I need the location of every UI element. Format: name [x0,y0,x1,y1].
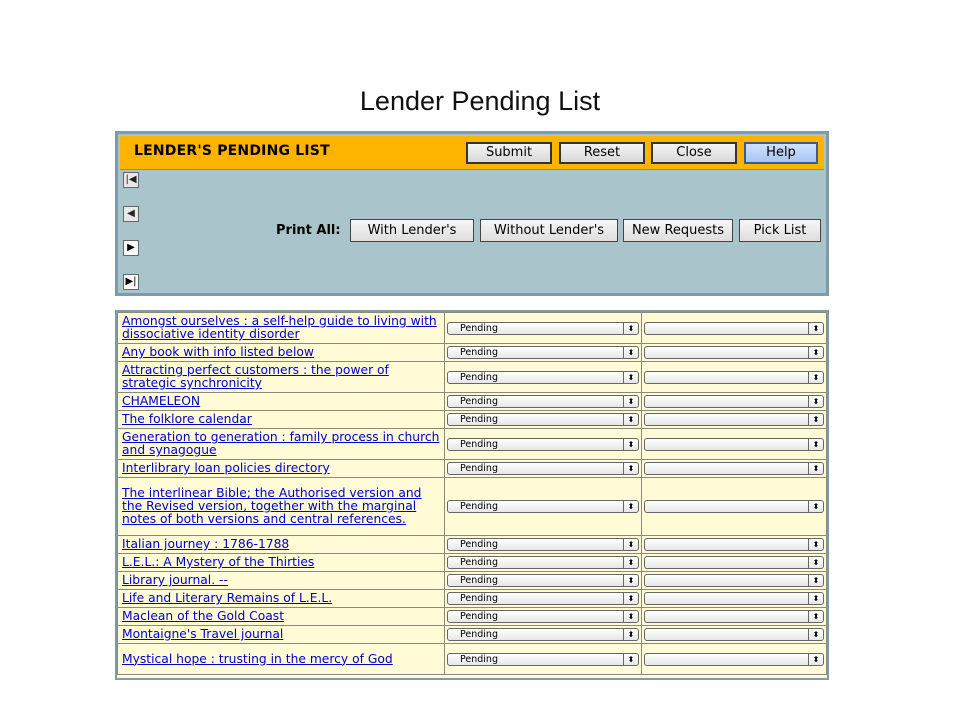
status-cell [445,554,642,572]
title-cell [118,590,445,608]
action-select[interactable] [644,346,824,359]
action-cell [642,411,827,429]
dropdown-arrows-icon: ⬍ [623,414,638,425]
panel-title: LENDER'S PENDING LIST [134,143,330,159]
dropdown-arrows-icon: ⬍ [808,323,823,334]
status-select[interactable] [447,322,639,335]
action-cell [642,644,827,675]
status-select-value: Pending [460,611,498,622]
status-select[interactable] [447,462,639,475]
status-cell [445,460,642,478]
reset-button[interactable]: Reset [559,142,645,164]
table-row [118,460,827,478]
request-title-link[interactable]: The folklore calendar [122,412,252,426]
dropdown-arrows-icon: ⬍ [623,575,638,586]
action-cell [642,362,827,393]
request-title-link[interactable]: Amongst ourselves : a self-help guide to living with dissociative identity disorder [122,314,437,341]
dropdown-arrows-icon: ⬍ [623,396,638,407]
table-row [118,411,827,429]
pending-requests-table [115,310,829,680]
status-select[interactable] [447,371,639,384]
action-cell [642,429,827,460]
dropdown-arrows-icon: ⬍ [808,611,823,622]
table-row [118,362,827,393]
action-select[interactable] [644,592,824,605]
status-cell [445,411,642,429]
status-cell [445,572,642,590]
dropdown-arrows-icon: ⬍ [623,372,638,383]
action-select[interactable] [644,574,824,587]
table-row [118,478,827,536]
status-select[interactable] [447,395,639,408]
dropdown-arrows-icon: ⬍ [808,629,823,640]
request-title-link[interactable]: Interlibrary loan policies directory [122,461,330,475]
table-body [118,313,827,675]
status-select[interactable] [447,346,639,359]
title-cell [118,362,445,393]
dropdown-arrows-icon: ⬍ [623,347,638,358]
dropdown-arrows-icon: ⬍ [623,654,638,665]
status-select[interactable] [447,592,639,605]
next-page-icon[interactable]: ▶ [123,240,139,256]
status-select-value: Pending [460,501,498,512]
status-select[interactable] [447,556,639,569]
status-select-value: Pending [460,347,498,358]
table-row [118,344,827,362]
status-select-value: Pending [460,438,498,450]
panel-header [120,136,824,170]
action-select[interactable] [644,322,824,335]
table-row [118,554,827,572]
status-cell [445,344,642,362]
title-cell [118,572,445,590]
print-all-label: Print All: [276,223,341,238]
dropdown-arrows-icon: ⬍ [623,501,638,512]
dropdown-arrows-icon: ⬍ [623,629,638,640]
dropdown-arrows-icon: ⬍ [808,575,823,586]
request-title-link[interactable]: Attracting perfect customers : the power of strategic synchronicity [122,363,389,390]
title-cell [118,608,445,626]
dropdown-arrows-icon: ⬍ [808,557,823,568]
dropdown-arrows-icon: ⬍ [623,539,638,550]
table-row [118,393,827,411]
title-cell [118,644,445,675]
title-cell [118,460,445,478]
status-select[interactable] [447,610,639,623]
action-cell [642,478,827,536]
status-cell [445,590,642,608]
title-cell [118,411,445,429]
dropdown-arrows-icon: ⬍ [808,539,823,550]
table-row [118,608,827,626]
action-cell [642,393,827,411]
dropdown-arrows-icon: ⬍ [808,463,823,474]
request-title-link[interactable]: Generation to generation : family process in church and synagogue [122,430,440,457]
status-cell [445,608,642,626]
status-select-value: Pending [460,414,498,425]
request-title-link[interactable]: CHAMELEON [122,394,201,408]
status-select-value: Pending [460,539,498,550]
slide-title: Lender Pending List [359,86,601,116]
action-cell [642,608,827,626]
action-cell [642,344,827,362]
status-select[interactable] [447,628,639,641]
table-row [118,644,827,675]
status-select[interactable] [447,653,639,666]
dropdown-arrows-icon: ⬍ [808,593,823,604]
status-select-value: Pending [460,396,498,407]
title-cell [118,478,445,536]
action-select[interactable] [644,653,824,666]
table-row [118,626,827,644]
dropdown-arrows-icon: ⬍ [623,557,638,568]
request-title-link[interactable]: Montaigne's Travel journal [122,627,284,641]
lenders-pending-panel [115,131,829,296]
action-cell [642,572,827,590]
status-cell [445,429,642,460]
dropdown-arrows-icon: ⬍ [808,439,823,450]
help-button[interactable]: Help [744,142,818,164]
status-select-value: Pending [460,629,498,640]
status-select-value: Pending [460,371,498,383]
request-title-link[interactable]: Mystical hope : trusting in the mercy of God [122,651,393,666]
request-title-link[interactable]: Italian journey : 1786-1788 [122,537,290,551]
request-title-link[interactable]: Life and Literary Remains of L.E.L. [122,591,333,605]
title-cell [118,536,445,554]
status-select[interactable] [447,500,639,513]
request-title-link[interactable]: Any book with info listed below [122,345,314,359]
print-new-requests-button[interactable]: New Requests [623,219,733,242]
action-cell [642,590,827,608]
action-cell [642,554,827,572]
dropdown-arrows-icon: ⬍ [808,414,823,425]
status-select-value: Pending [460,653,498,665]
action-select[interactable] [644,610,824,623]
action-select[interactable] [644,556,824,569]
status-cell [445,313,642,344]
table-row [118,572,827,590]
status-cell [445,362,642,393]
action-cell [642,536,827,554]
action-select[interactable] [644,628,824,641]
request-title-link[interactable]: The interlinear Bible; the Authorised version and the Revised version, together with the marginal notes of both versions and central references. [122,486,422,526]
action-select[interactable] [644,371,824,384]
dropdown-arrows-icon: ⬍ [623,439,638,450]
status-cell [445,393,642,411]
dropdown-arrows-icon: ⬍ [808,372,823,383]
status-select-value: Pending [460,322,498,334]
dropdown-arrows-icon: ⬍ [623,611,638,622]
table-row [118,313,827,344]
status-select[interactable] [447,538,639,551]
action-select[interactable] [644,500,824,513]
title-cell [118,626,445,644]
status-select[interactable] [447,413,639,426]
title-cell [118,393,445,411]
status-select[interactable] [447,574,639,587]
action-cell [642,460,827,478]
request-title-link[interactable]: L.E.L.: A Mystery of the Thirties [122,555,315,569]
dropdown-arrows-icon: ⬍ [623,463,638,474]
table-row [118,536,827,554]
status-cell [445,536,642,554]
action-cell [642,313,827,344]
action-select[interactable] [644,538,824,551]
status-select-value: Pending [460,557,498,568]
status-cell [445,644,642,675]
status-cell [445,478,642,536]
title-cell [118,554,445,572]
previous-page-icon[interactable]: ◀ [123,206,139,222]
table-row [118,429,827,460]
dropdown-arrows-icon: ⬍ [808,396,823,407]
close-button[interactable]: Close [651,142,737,164]
dropdown-arrows-icon: ⬍ [623,593,638,604]
dropdown-arrows-icon: ⬍ [808,501,823,512]
print-without-lenders-button[interactable]: Without Lender's [480,219,618,242]
dropdown-arrows-icon: ⬍ [623,323,638,334]
status-select-value: Pending [460,575,498,586]
status-select-value: Pending [460,463,498,474]
title-cell [118,313,445,344]
action-select[interactable] [644,462,824,475]
action-select[interactable] [644,413,824,426]
first-page-icon[interactable]: |◀ [123,172,139,188]
action-select[interactable] [644,395,824,408]
status-cell [445,626,642,644]
title-cell [118,344,445,362]
table-row [118,590,827,608]
status-select[interactable] [447,438,639,451]
last-page-icon[interactable]: ▶| [123,274,139,290]
title-cell [118,429,445,460]
request-title-link[interactable]: Maclean of the Gold Coast [122,609,285,623]
request-title-link[interactable]: Library journal. -- [122,573,228,587]
dropdown-arrows-icon: ⬍ [808,654,823,665]
print-with-lenders-button[interactable]: With Lender's [350,219,474,242]
dropdown-arrows-icon: ⬍ [808,347,823,358]
print-pick-list-button[interactable]: Pick List [739,219,821,242]
action-cell [642,626,827,644]
status-select-value: Pending [460,593,498,604]
submit-button[interactable]: Submit [466,142,552,164]
action-select[interactable] [644,438,824,451]
